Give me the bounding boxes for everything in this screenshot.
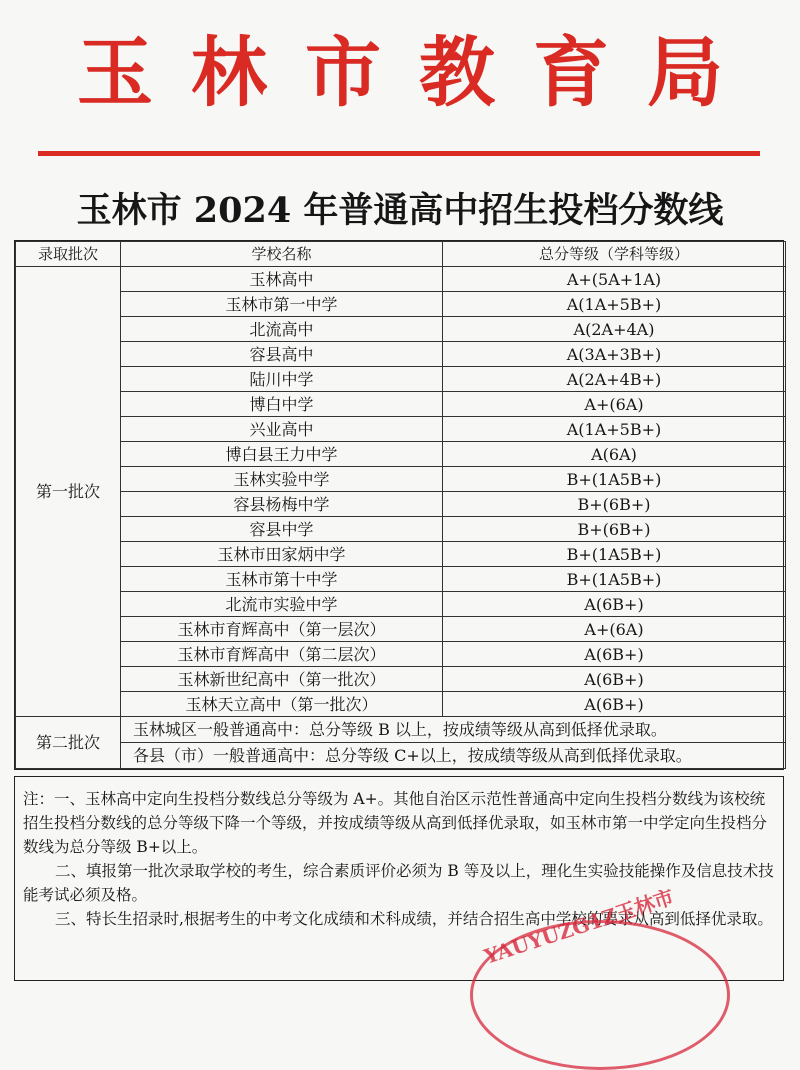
- grade-cell: B+(6B+): [443, 517, 786, 542]
- note-item: 三、特长生招录时,根据考生的中考文化成绩和术科成绩，并结合招生高中学校的要求从高到低择优录取。: [55, 910, 773, 928]
- table-row: [16, 692, 786, 717]
- table-row: [16, 367, 786, 392]
- letterhead-rule: [38, 151, 760, 156]
- table-row: [16, 592, 786, 617]
- note-item: 注：一、玉林高中定向生投档分数线总分等级为 A+。其他自治区示范性普通高中定向生投档分数线为该校统招生投档分数线的总分等级下降一个等级，并按成绩等级从高到低择优录取，如玉林市第一中学定向生投档分数线为总分等级 B+以上。: [23, 790, 768, 856]
- note-item: 二、填报第一批次录取学校的考生，综合素质评价必须为 B 等及以上，理化生实验技能操作及信息技术技能考试必须及格。: [23, 862, 774, 904]
- table-row: [16, 342, 786, 367]
- grade-cell: A(2A+4A): [443, 317, 786, 342]
- school-name-cell: 玉林新世纪高中（第一批次）: [121, 667, 443, 692]
- grade-cell: A(6B+): [443, 642, 786, 667]
- batch-label-2: 第二批次: [16, 717, 121, 769]
- grade-cell: B+(1A5B+): [443, 542, 786, 567]
- school-name-cell: 容县杨梅中学: [121, 492, 443, 517]
- school-name-cell: 容县高中: [121, 342, 443, 367]
- table-row: [16, 617, 786, 642]
- grade-cell: A(6B+): [443, 592, 786, 617]
- grade-cell: A(1A+5B+): [443, 417, 786, 442]
- grade-cell: A(2A+4B+): [443, 367, 786, 392]
- document-title: 玉林市 2024 年普通高中招生投档分数线: [76, 190, 724, 231]
- table-row: [16, 492, 786, 517]
- grade-cell: A(3A+3B+): [443, 342, 786, 367]
- table-row: [16, 317, 786, 342]
- grade-cell: B+(1A5B+): [443, 467, 786, 492]
- column-header-grade: 总分等级（学科等级）: [443, 242, 786, 267]
- grade-cell: A(6B+): [443, 692, 786, 717]
- table-row: [16, 417, 786, 442]
- table-row: [16, 442, 786, 467]
- school-name-cell: 玉林市育辉高中（第一层次）: [121, 617, 443, 642]
- column-header-school: 学校名称: [121, 242, 443, 267]
- table-row: [16, 267, 786, 292]
- admission-table: [14, 240, 784, 770]
- school-name-cell: 玉林实验中学: [121, 467, 443, 492]
- grade-cell: B+(1A5B+): [443, 567, 786, 592]
- school-name-cell: 北流高中: [121, 317, 443, 342]
- school-name-cell: 玉林市育辉高中（第二层次）: [121, 642, 443, 667]
- table-row: [16, 542, 786, 567]
- batch2-rule: 玉林城区一般普通高中：总分等级 B 以上，按成绩等级从高到低择优录取。: [121, 717, 786, 743]
- school-name-cell: 北流市实验中学: [121, 592, 443, 617]
- batch2-rule: 各县（市）一般普通高中：总分等级 C+以上，按成绩等级从高到低择优录取。: [121, 743, 786, 769]
- table-row: [16, 567, 786, 592]
- grade-cell: B+(6B+): [443, 492, 786, 517]
- table-row: [16, 667, 786, 692]
- grade-cell: A+(6A): [443, 617, 786, 642]
- admission-table-grid: [15, 241, 786, 769]
- batch2-row: [16, 717, 786, 743]
- table-row: [16, 642, 786, 667]
- school-name-cell: 兴业高中: [121, 417, 443, 442]
- column-header-batch: 录取批次: [16, 242, 121, 267]
- grade-cell: A(1A+5B+): [443, 292, 786, 317]
- notes-section: [14, 776, 784, 981]
- grade-cell: A+(5A+1A): [443, 267, 786, 292]
- table-row: [16, 392, 786, 417]
- school-name-cell: 博白县王力中学: [121, 442, 443, 467]
- school-name-cell: 玉林市第十中学: [121, 567, 443, 592]
- batch2-row: [16, 743, 786, 769]
- table-row: [16, 467, 786, 492]
- grade-cell: A+(6A): [443, 392, 786, 417]
- school-name-cell: 玉林高中: [121, 267, 443, 292]
- official-seal-text: YAUYUZG1Z玉林市: [481, 884, 677, 969]
- table-row: [16, 517, 786, 542]
- school-name-cell: 玉林天立高中（第一批次）: [121, 692, 443, 717]
- grade-cell: A(6A): [443, 442, 786, 467]
- school-name-cell: 容县中学: [121, 517, 443, 542]
- grade-cell: A(6B+): [443, 667, 786, 692]
- school-name-cell: 陆川中学: [121, 367, 443, 392]
- school-name-cell: 玉林市田家炳中学: [121, 542, 443, 567]
- letterhead-title: 玉林市教育局: [77, 28, 761, 117]
- table-row: [16, 292, 786, 317]
- school-name-cell: 博白中学: [121, 392, 443, 417]
- batch-label-1: 第一批次: [16, 267, 121, 717]
- table-header-row: [16, 242, 786, 267]
- school-name-cell: 玉林市第一中学: [121, 292, 443, 317]
